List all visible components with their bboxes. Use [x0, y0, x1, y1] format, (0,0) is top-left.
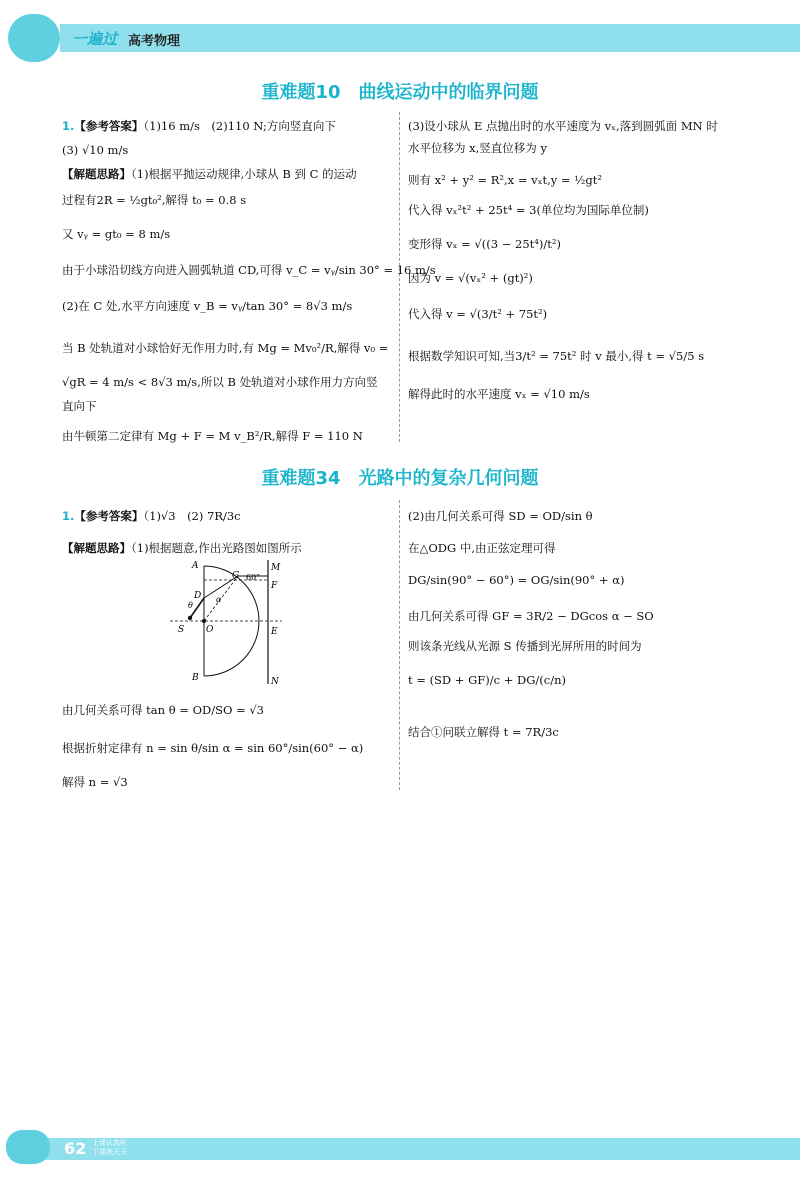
svg-text:F: F [271, 581, 278, 591]
solution-line: 【解题思路】（1)根据平抛运动规律,小球从 B 到 C 的运动 [62, 167, 357, 181]
page-number: 62 [64, 1139, 87, 1158]
section-title-1: 重难题10 曲线运动中的临界问题 [261, 82, 539, 103]
solution-line: 水平位移为 x,竖直位移为 y [408, 141, 547, 155]
solution-line: 又 vᵧ = gt₀ = 8 m/s [62, 227, 171, 241]
mascot-footer-icon [6, 1130, 50, 1164]
footer-slogan: 上课认真听 下课练天天 [92, 1139, 127, 1156]
svg-text:B: B [192, 673, 199, 683]
solution-line: DG/sin(90° − 60°) = OG/sin(90° + α) [408, 573, 625, 587]
answer-line: 1.【参考答案】（1)√3 (2) 7R/3c [62, 509, 241, 523]
solution-line: 变形得 vₓ = √((3 − 25t⁴)/t²) [408, 237, 561, 251]
solution-line: 当 B 处轨道对小球恰好无作用力时,有 Mg = Mv₀²/R,解得 v₀ = [62, 341, 389, 355]
solution-line: (3) √10 m/s [62, 143, 129, 157]
brand-name: 一遍过 [72, 30, 118, 48]
solution-line: 在△ODG 中,由正弦定理可得 [408, 541, 556, 555]
solution-line: 代入得 vₓ²t² + 25t⁴ = 3(单位均为国际单位制) [408, 203, 649, 217]
solution-line: 解得 n = √3 [62, 775, 128, 789]
solution-line: √gR = 4 m/s < 8√3 m/s,所以 B 处轨道对小球作用力方向竖 [62, 375, 378, 389]
solution-line: 根据折射定律有 n = sin θ/sin α = sin 60°/sin(60° − α) [62, 741, 364, 755]
column-divider [399, 500, 400, 790]
solution-line: 代入得 v = √(3/t² + 75t²) [408, 307, 548, 321]
svg-text:60°: 60° [246, 573, 261, 582]
svg-text:A: A [192, 561, 199, 571]
solution-line: (2)由几何关系可得 SD = OD/sin θ [408, 509, 593, 523]
solution-line: 由几何关系可得 GF = 3R/2 − DGcos α − SO [408, 609, 654, 623]
solution-line: 解得此时的水平速度 vₓ = √10 m/s [408, 387, 590, 401]
svg-text:M: M [271, 563, 281, 573]
solution-line: (2)在 C 处,水平方向速度 v_B = vᵧ/tan 30° = 8√3 m/s [62, 299, 353, 313]
solution-line: 过程有2R = ½gt₀²,解得 t₀ = 0.8 s [62, 193, 247, 207]
solution-line: (3)设小球从 E 点抛出时的水平速度为 vₓ,落到圆弧面 MN 时 [408, 119, 718, 133]
solution-line: 根据数学知识可知,当3/t² = 75t² 时 v 最小,得 t = √5/5 s [408, 349, 705, 363]
svg-text:O: O [206, 625, 214, 635]
solution-line: 直向下 [62, 399, 97, 413]
solution-line: 【解题思路】（1)根据题意,作出光路图如图所示 [62, 541, 302, 555]
solution-line: 则该条光线从光源 S 传播到光屏所用的时间为 [408, 639, 642, 653]
solution-line: 由几何关系可得 tan θ = OD/SO = √3 [62, 703, 264, 717]
solution-line: 因为 v = √(vₓ² + (gt)²) [408, 271, 533, 285]
solution-line: 结合①问联立解得 t = 7R/3c [408, 725, 559, 739]
solution-line: t = (SD + GF)/c + DG/(c/n) [408, 673, 566, 687]
svg-text:N: N [271, 677, 279, 687]
svg-text:E: E [271, 627, 278, 637]
light-path-diagram [170, 556, 290, 690]
svg-text:θ: θ [188, 601, 193, 610]
solution-line: 由于小球沿切线方向进入圆弧轨道 CD,可得 v_C = vᵧ/sin 30° = 16 m/s [62, 263, 436, 277]
section-title-2: 重难题34 光路中的复杂几何问题 [261, 468, 539, 489]
subject-name: 高考物理 [128, 34, 181, 49]
solution-line: 由牛顿第二定律有 Mg + F = M v_B²/R,解得 F = 110 N [62, 429, 363, 443]
page-header [0, 14, 800, 54]
mascot-logo-icon [8, 14, 60, 62]
solution-line: 则有 x² + y² = R²,x = vₓt,y = ½gt² [408, 173, 602, 187]
answer-line: 1.【参考答案】（1)16 m/s (2)110 N;方向竖直向下 [62, 119, 336, 133]
page-footer [0, 1130, 800, 1164]
svg-text:G: G [232, 571, 240, 581]
svg-text:α: α [216, 595, 222, 604]
svg-text:S: S [178, 625, 185, 635]
svg-text:D: D [194, 591, 202, 601]
footer-band [40, 1138, 800, 1160]
